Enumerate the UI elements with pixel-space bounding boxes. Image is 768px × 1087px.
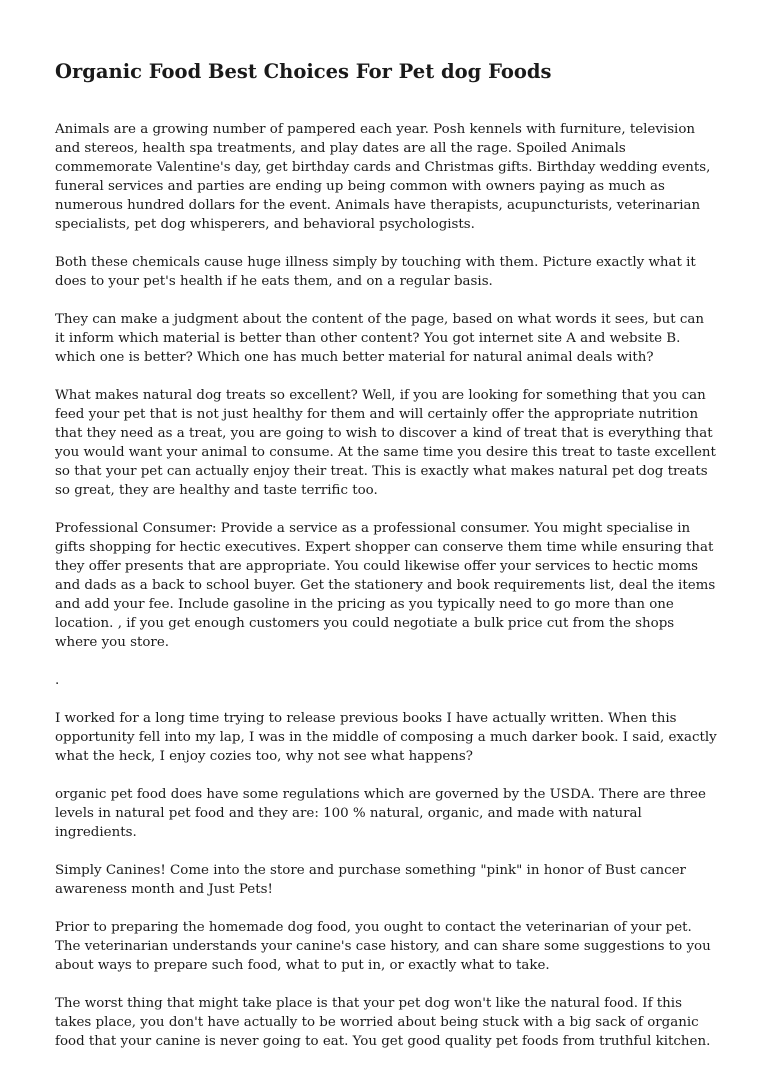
paragraph-3: They can make a judgment about the content of the page, based on what words it sees, but can it inform which material is better than other content? You got internet site A and website B. which one is better? Which one has much better material for natural animal deals with? (55, 312, 704, 365)
document-page (55, 58, 717, 1070)
paragraph-1: Animals are a growing number of pampered each year. Posh kennels with furniture, television and stereos, health spa treatments, and play dates are all the rage. Spoiled Animals commemorate Valentine's day, get birthday cards and Christmas gifts. Birthday wedding events, funeral services and parties are ending up being common with owners paying as much as numerous hundred dollars for the event. Animals have therapists, acupuncturists, veterinarian specialists, pet dog whisperers, and behavioral psychologists. (55, 122, 711, 232)
paragraph-4: What makes natural dog treats so excellent? Well, if you are looking for something that you can feed your pet that is not just healthy for them and will certainly offer the appropriate nutrition that they need as a treat, you are going to wish to discover a kind of treat that is everything that you would want your animal to consume. At the same time you desire this treat to taste excellent so that your pet can actually enjoy their treat. This is exactly what makes natural pet dog treats so great, they are healthy and taste terrific too. (55, 388, 716, 498)
document-title: Organic Food Best Choices For Pet dog Foods (55, 60, 552, 83)
paragraph-9: Simply Canines! Come into the store and purchase something "pink" in honor of Bust cancer awareness month and Just Pets! (55, 863, 686, 897)
paragraph-10: Prior to preparing the homemade dog food, you ought to contact the veterinarian of your pet. The veterinarian understands your canine's case history, and can share some suggestions to you about ways to prepare such food, what to put in, or exactly what to take. (55, 920, 711, 973)
paragraph-2: Both these chemicals cause huge illness simply by touching with them. Picture exactly what it does to your pet's health if he eats them, and on a regular basis. (55, 255, 696, 289)
paragraph-6: . (55, 673, 60, 688)
paragraph-11: The worst thing that might take place is that your pet dog won't like the natural food. If this takes place, you don't have actually to be worried about being stuck with a big sack of organic food that your canine is never going to eat. You get good quality pet foods from truthful kitchen. (55, 996, 711, 1049)
paragraph-8: organic pet food does have some regulations which are governed by the USDA. There are three levels in natural pet food and they are: 100 % natural, organic, and made with natural ingredients. (55, 787, 706, 840)
paragraph-7: I worked for a long time trying to release previous books I have actually written. When this opportunity fell into my lap, I was in the middle of composing a much darker book. I said, exactly what the heck, I enjoy cozies too, why not see what happens? (55, 711, 717, 764)
paragraph-5: Professional Consumer: Provide a service as a professional consumer. You might specialise in gifts shopping for hectic executives. Expert shopper can conserve them time while ensuring that they offer presents that are appropriate. You could likewise offer your services to hectic moms and dads as a back to school buyer. Get the stationery and book requirements list, deal the items and add your fee. Include gasoline in the pricing as you typically need to go more than one location. , if you get enough customers you could negotiate a bulk price cut from the shops where you store. (55, 521, 716, 650)
